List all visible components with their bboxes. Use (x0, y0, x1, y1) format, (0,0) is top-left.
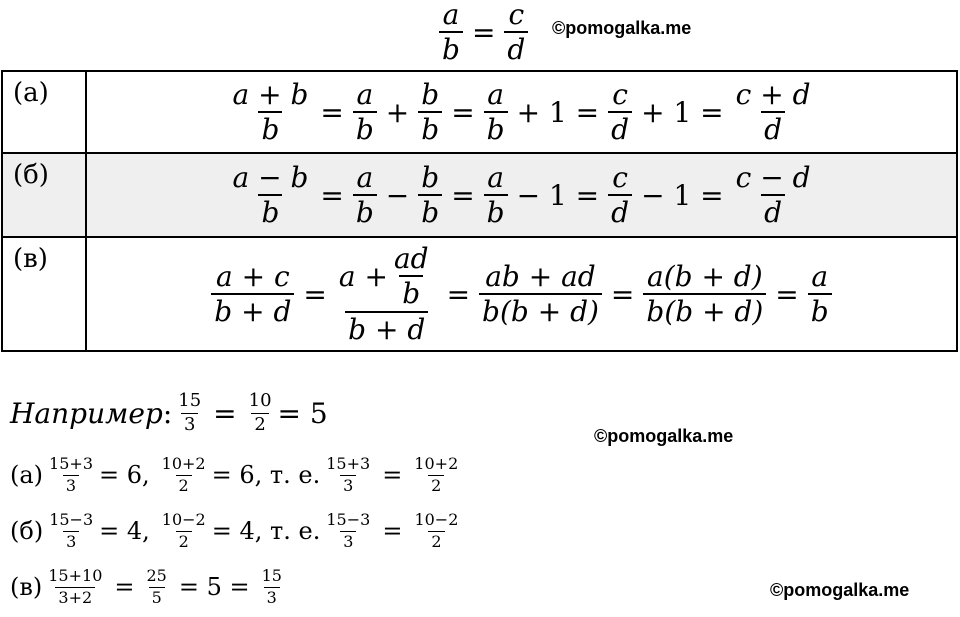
row-equation: $\frac{a + b}{b}$ = $\frac{a}{b}$ + $\frac{b}{b}$ = $\frac{a}{b}$ + 1 = $\frac{c}{d}$ + 1 = $\frac{c + d}{d}$ (86, 71, 957, 153)
fraction-numerator: a (487, 77, 504, 111)
operator: − 1 = (516, 178, 600, 212)
fraction-denominator: 2 (428, 531, 444, 551)
fraction-numerator: 15+3 (326, 454, 371, 473)
operator: + 1 = (641, 95, 724, 129)
fraction-numerator: c (612, 77, 628, 111)
fraction-numerator: 25 (146, 566, 167, 585)
fraction-numerator: a (487, 160, 504, 194)
fraction-denominator: 2 (251, 413, 268, 435)
fraction-denominator: 3 (264, 587, 280, 607)
example-label: (а) (10, 461, 44, 490)
header-b: b (439, 31, 463, 64)
watermark-middle: ©pomogalka.me (594, 426, 734, 446)
result-text: = 4, т. е. (211, 517, 321, 546)
fraction-denominator: b (484, 111, 508, 144)
header-c: c (508, 0, 525, 31)
fraction-denominator: d (608, 194, 632, 227)
fraction-numerator: 15−3 (49, 510, 94, 529)
fraction-denominator: 3 (181, 413, 198, 435)
inner-denominator: b (399, 275, 423, 308)
fraction-numerator: a + b (232, 77, 309, 111)
fraction-numerator: a(b + d) (647, 259, 763, 293)
fraction-denominator: b (418, 111, 442, 144)
table-row (2, 71, 957, 153)
fraction-numerator: 15+3 (49, 454, 93, 473)
fraction-denominator: 3 (63, 531, 79, 551)
fraction-numerator: ab + ad (485, 259, 596, 293)
result-text: = 5 = (178, 573, 250, 602)
fraction-denominator: b + d (211, 293, 294, 326)
fraction-numerator: b (421, 77, 440, 111)
fraction-numerator: 10+2 (161, 454, 206, 473)
fraction-denominator: d (608, 111, 632, 144)
example-colon: : (162, 396, 173, 430)
nested-fraction (336, 241, 438, 346)
fraction-numerator: c + d (735, 77, 811, 111)
fraction-denominator: b (258, 111, 282, 144)
fraction-numerator: 10−2 (161, 510, 206, 529)
fraction-denominator: 2 (176, 531, 192, 551)
fraction-numerator: a + c (216, 259, 290, 293)
fraction-denominator: b(b + d) (643, 293, 766, 326)
identities-table (1, 70, 958, 352)
header-d: d (504, 31, 528, 64)
fraction-numerator: b (421, 160, 440, 194)
fraction-denominator: b (353, 194, 377, 227)
example-line-b: (б) $\frac{15-3}{3}$ = 4, $\frac{10-2}{2}$ = 4, т. е. $\frac{15-3}{3}$ = $\frac{10-2}{2}$ (10, 512, 464, 551)
example-label: (б) (10, 517, 44, 546)
fraction-denominator: b (353, 111, 377, 144)
fraction-numerator-prefix: a + (338, 259, 388, 293)
header-proportion (436, 0, 531, 65)
inner-numerator: ad (393, 241, 429, 275)
row-label: (в) (2, 237, 86, 351)
header-equals: = (471, 15, 496, 49)
fraction-denominator: 3 (340, 531, 356, 551)
fraction-numerator: c (612, 160, 628, 194)
fraction-denominator: d (761, 194, 785, 227)
fraction-denominator: b (808, 293, 832, 326)
fraction-numerator: 10 (248, 390, 272, 411)
example-label: (в) (10, 573, 43, 602)
fraction-numerator: 15 (178, 390, 202, 411)
fraction-denominator: 2 (428, 475, 444, 495)
fraction-numerator: 10+2 (414, 454, 459, 473)
operator: − 1 = (641, 178, 724, 212)
header-fraction-ab (439, 0, 463, 65)
fraction-numerator: 15 (261, 566, 282, 585)
fraction-numerator: 10−2 (414, 510, 459, 529)
fraction-numerator: 15−3 (326, 510, 371, 529)
header-fraction-cd (504, 0, 528, 65)
fraction-numerator: a − b (232, 160, 309, 194)
row-equation: $\frac{a - b}{b}$ = $\frac{a}{b}$ − $\frac{b}{b}$ = $\frac{a}{b}$ − 1 = $\frac{c}{d}$ − 1 = $\frac{c - d}{d}$ (86, 153, 957, 237)
fraction-numerator: c − d (735, 160, 811, 194)
example-title: Например (10, 396, 163, 430)
operator: − (385, 178, 410, 212)
fraction-denominator: b (418, 194, 442, 227)
fraction-denominator: 3 (340, 475, 356, 495)
fraction-numerator: a (356, 77, 374, 111)
watermark-top: ©pomogalka.me (552, 18, 692, 38)
fraction-numerator: a (811, 259, 829, 293)
example-line-v: (в) $\frac{15+10}{3+2}$ = $\frac{25}{5}$ = 5 = $\frac{15}{3}$ (10, 568, 288, 607)
example-result: = 5 (277, 396, 328, 430)
fraction-numerator: 15+10 (48, 566, 103, 585)
fraction-denominator: b(b + d) (479, 293, 602, 326)
watermark-bottom: ©pomogalka.me (770, 580, 910, 600)
row-equation: $\frac{a + c}{b + d}$ = a + $\frac{ad}{b}$ b + d = $\frac{ab + ad}{b(b + d)}$ = $\frac{a(b + d)}{b(b + d)}$ = $\frac{a}{b}$ (86, 237, 957, 351)
fraction-numerator: a (356, 160, 374, 194)
table-row (2, 237, 957, 351)
fraction-denominator: 3 (63, 475, 79, 495)
result-text: = 6, (99, 461, 150, 490)
header-a: a (442, 0, 460, 31)
fraction-denominator: 3+2 (55, 587, 95, 607)
operator: + 1 = (516, 95, 600, 129)
fraction-denominator: b (484, 194, 508, 227)
example-line-a: (а) $\frac{15+3}{3}$ = 6, $\frac{10+2}{2}$ = 6, т. е. $\frac{15+3}{3}$ = $\frac{10+2}{2}$ (10, 456, 464, 495)
table-row (2, 153, 957, 237)
row-label: (а) (2, 71, 86, 153)
row-label: (б) (2, 153, 86, 237)
fraction-denominator: 5 (149, 587, 165, 607)
operator: + (385, 95, 410, 129)
example-heading: Например : $\frac{15}{3}$ = $\frac{10}{2}$ = 5 (10, 390, 328, 435)
fraction-denominator: b (258, 194, 282, 227)
fraction-denominator: 2 (176, 475, 192, 495)
fraction-denominator: b + d (345, 311, 428, 344)
fraction-denominator: d (761, 111, 785, 144)
result-text: = 4, (99, 517, 150, 546)
result-text: = 6, т. е. (211, 461, 321, 490)
